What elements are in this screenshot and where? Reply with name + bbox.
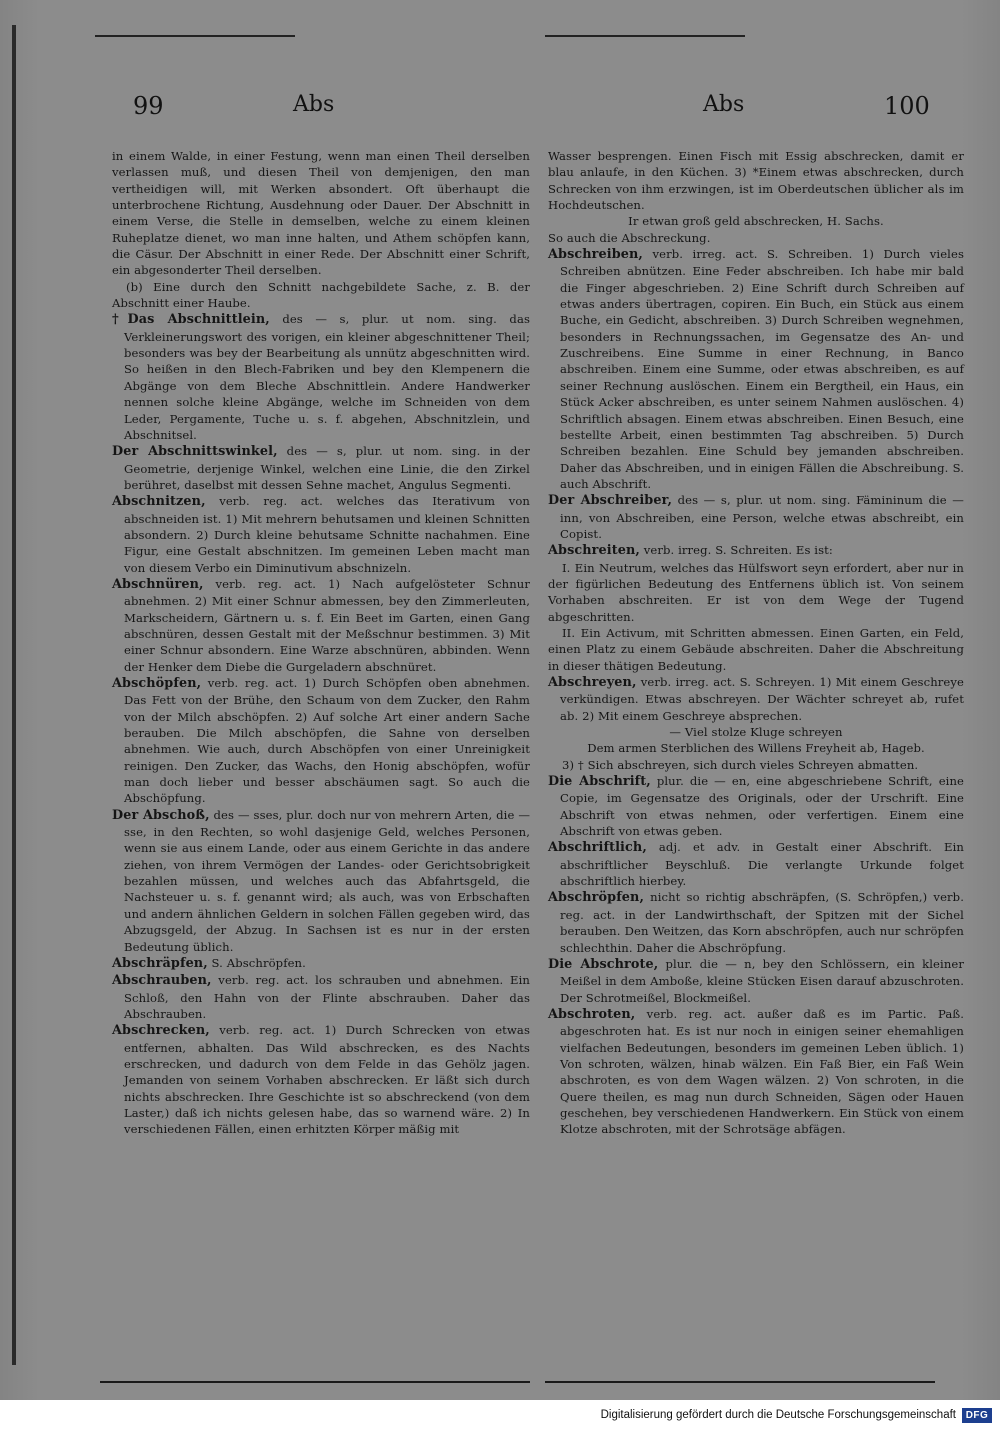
- entry-text: Dem armen Sterblichen des Willens Freyheit ab, Hageb.: [587, 741, 925, 756]
- bottom-rule-left: [100, 1381, 530, 1383]
- headword: Die Abschrote,: [548, 956, 659, 972]
- entry-text: So auch die Abschreckung.: [548, 230, 711, 245]
- entry-text: Wasser besprengen. Einen Fisch mit Essig abschrecken, damit er blau anlaufe, in den Küchen. 3) *Einem etwas abschrecken, durch Schrecken von ihm erzwingen, ist im Oberdeutschen üblicher als im Hochdeutschen.: [548, 149, 964, 213]
- footer-bar: [0, 1400, 1000, 1432]
- right-page-number: 100: [884, 92, 930, 120]
- headword: Abschriftlich,: [548, 840, 647, 856]
- entry-text: in einem Walde, in einer Festung, wenn man einen Theil derselben verlassen muß, und diesen Theil von demjenigen, den man vertheidigen will, mit Werken absondert. Oft überhaupt die unterbrochene Richtung, Ausdehnung oder Dauer. Der Abschnitt in einem Verse, die Stelle in demselben, welche zu einem kleinen Ruheplatze dienet, wo man inne halten, und Athem schöpfen kann, die Cäsur. Der Abschnitt in einer Rede. Der Abschnitt einer Schrift, ein abgesonderter Theil derselben.: [112, 149, 530, 278]
- dictionary-paragraph: [112, 955, 530, 972]
- headword: Abschreiten,: [548, 543, 640, 559]
- headword: Abschnitzen,: [112, 494, 206, 510]
- headword: Abschröpfen,: [548, 890, 645, 906]
- entry-text: (b) Eine durch den Schnitt nachgebildete Sache, z. B. der Abschnitt einer Haube.: [112, 279, 530, 311]
- headword: Die Abschrift,: [548, 774, 651, 790]
- dictionary-paragraph: [112, 493, 530, 576]
- dictionary-paragraph: [548, 839, 964, 889]
- entry-text: des — s, plur. ut nom. sing. in der Geometrie, derjenige Winkel, welchen eine Linie, die den Zirkel berühret, daselbst mit dessen Sehne machet, Angulus Segmenti.: [124, 444, 530, 492]
- entry-text: verb. reg. act. außer daß es im Partic. Paß. abgeschroten hat. Es ist nur noch in einigen seiner ehemahligen vielfachen Bedeutungen, besonders im gemeinen Leben üblich. 1) Von schroten, wälzen, hinab wälzen. Ein Faß Bier, ein Faß Wein abschroten, es von dem Wagen wälzen. 2) Von schroten, in die Quere theilen, es mag nun durch Schneiden, Sägen oder Hauen geschehen, bey verschiedenen Handwerkern. Ein Stück von einem Klotze abschroten, mit der Schrotsäge abfägen.: [560, 1006, 964, 1137]
- entry-text: — Viel stolze Kluge schreyen: [669, 725, 843, 740]
- dictionary-paragraph: [112, 1022, 530, 1137]
- entry-text: verb. reg. act. 1) Durch Schrecken von etwas entfernen, abhalten. Das Wild abschrecken, es des Nachts erschrecken, und dadurch von dem Felde in das Gehölz jagen. Jemanden von seinem Vorhaben abschrecken. Er läßt sich durch nichts abschrecken. Ihre Geschichte ist so abschreckend (von dem Laster,) daß ich nichts gelesen habe, das so warnend wäre. 2) In verschiedenen Fällen, einen erhitzten Körper mäßig mit: [124, 1023, 530, 1137]
- entry-text: verb. reg. act. 1) Nach aufgelösteter Schnur abnehmen. 2) Mit einer Schnur abmessen, bey den Zimmerleuten, Markscheidern, Gärtnern u. s. f. Ein Beet im Garten, einen Gang abschnüren, dessen Gestalt mit der Meßschnur bestimmen. 3) Mit einer Schnur absondern. Eine Warze abschnüren, abbinden. Wenn der Henker dem Diebe die Gurgeladern abschnüret.: [124, 576, 530, 674]
- dictionary-paragraph: [112, 972, 530, 1022]
- headword: †Das Abschnittlein,: [112, 312, 270, 328]
- entry-text: II. Ein Activum, mit Schritten abmessen. Einen Garten, ein Feld, einen Platz zu einem Gebäude abschreiten. Daher die Abschreitung in dieser thätigen Bedeutung.: [548, 625, 964, 673]
- entry-text: 3) † Sich abschreyen, sich durch vieles Schreyen abmatten.: [562, 757, 919, 772]
- entry-text: verb. reg. act. welches das Iterativum von abschneiden ist. 1) Mit mehrern behutsamen und kleinen Schnitten absondern. 2) Durch kleine behutsame Schnitte nachahmen. Eine Figur, eine Gestalt abschnitzen. Im gemeinen Leben macht man von diesem Verbo ein Diminutivum abschnizeln.: [124, 494, 530, 575]
- entry-text: verb. irreg. act. S. Schreiben. 1) Durch vieles Schreiben abnützen. Eine Feder abschreiben. Ich habe mir bald die Finger abgeschrieben. 2) Eine Schrift durch Schreiben auf etwas anders übertragen, copiren. Ein Buch, ein Stück aus einem Buche, ein Gedicht, abschreiben. 3) Durch Schreiben wegnehmen, besonders in Rechnungssachen, im Gegensatze des An- und Zuschreibens. Eine Summe in einer Rechnung, in Banco abschreiben. Einem eine Summe, oder etwas abschreiben, es auf seiner Rechnung auslöschen. Einem ein Bergtheil, ein Haus, ein Stück Acker abschreiben, es unter seinem Nahmen auslöschen. 4) Schriftlich absagen. Einem etwas abschreiben. Einen Besuch, eine bestellte Arbeit, einen bestimmten Tag abschreiben. 5) Durch Schreiben bezahlen. Eine Schuld bey jemanden abschreiben. Daher das Abschreiben, und in einigen Fällen die Abschreibung. S. auch Abschrift.: [560, 247, 964, 491]
- dictionary-paragraph: [112, 279, 530, 312]
- funding-note: Digitalisierung gefördert durch die Deutsche Forschungsgemeinschaft: [600, 1409, 956, 1421]
- entry-text: des — s, plur. ut nom. sing. das Verkleinerungswort des vorigen, ein kleiner abgeschnittener Theil; besonders was bey der Bearbeitung als unnütz abgeschnitten wird. So heißen in den Blech-Fabriken und bey den Klempenern die Abgänge von dem Bleche Abschnittlein. Andere Handwerker nennen solche kleine Abgänge, welche im Schneiden von dem Leder, Pergamente, Tuche u. s. f. abgehen, Abschnitzlein, und Abschnitsel.: [124, 312, 531, 442]
- entry-text: verb. irreg. act. S. Schreyen. 1) Mit einem Geschreye verkündigen. Etwas abschreyen. Der Wächter schreyet ab, rufet ab. 2) Mit einem Geschreye absprechen.: [560, 675, 964, 723]
- entry-text: Ir etwan groß geld abschrecken, H. Sachs.: [628, 214, 884, 229]
- dictionary-paragraph: [548, 757, 964, 773]
- top-rule-left: [95, 35, 295, 37]
- headword: Abschrauben,: [112, 973, 212, 989]
- dictionary-paragraph: [548, 773, 964, 839]
- dictionary-paragraph: [548, 1006, 964, 1138]
- dictionary-paragraph: [548, 148, 964, 213]
- dictionary-paragraph: [548, 625, 964, 674]
- left-column: [112, 148, 530, 1138]
- dictionary-paragraph: [112, 148, 530, 279]
- headword: Abschrecken,: [112, 1023, 210, 1039]
- dfg-logo: DFG: [962, 1408, 992, 1423]
- entry-text: plur. die — en, eine abgeschriebene Schrift, eine Copie, im Gegensatze des Originals, oder der Urschrift. Eine Abschrift von etwas nehmen, oder verfertigen. Einem eine Abschrift von etwas geben.: [560, 774, 964, 839]
- dictionary-paragraph: [548, 740, 964, 756]
- dictionary-paragraph: [548, 724, 964, 740]
- headword: Abschreyen,: [548, 675, 637, 690]
- entry-text: I. Ein Neutrum, welches das Hülfswort seyn erfordert, aber nur in der figürlichen Bedeutung des Entfernens üblich ist. Von seinem Vorhaben abschreiten. Er ist von dem Wege der Tugend abgeschritten.: [548, 560, 964, 624]
- dictionary-paragraph: [548, 492, 964, 542]
- bottom-rule-right: [545, 1381, 935, 1383]
- entry-text: verb. reg. act. 1) Durch Schöpfen oben abnehmen. Das Fett von der Brühe, den Schaum von dem Zucker, den Rahm von der Milch abschöpfen. 2) Auf solche Art einer andern Sache berauben. Die Milch abschöpfen, die Sahne von derselben abnehmen. Wie auch, durch Abschöpfen von einer Unreinigkeit reinigen. Den Zucker, das Wachs, den Honig abschöpfen, wofür man doch lieber und besser abschäumen sagt. So auch die Abschöpfung.: [124, 676, 530, 806]
- right-running-title: Abs: [703, 92, 745, 117]
- entry-text: plur. die — n, bey den Schlössern, ein kleiner Meißel in dem Amboße, kleine Stücken Eisen darauf abzuschroten. Der Schrotmeißel, Blockmeißel.: [560, 956, 964, 1005]
- dictionary-paragraph: [548, 956, 964, 1006]
- dictionary-paragraph: [548, 889, 964, 955]
- dictionary-paragraph: [112, 443, 530, 493]
- entry-text: verb. irreg. S. Schreiten. Es ist:: [639, 543, 833, 558]
- entry-text: S. Abschröpfen.: [207, 955, 306, 970]
- dictionary-paragraph: [548, 542, 964, 559]
- dictionary-paragraph: [548, 213, 964, 229]
- dictionary-paragraph: [548, 560, 964, 625]
- entry-text: des — sses, plur. doch nur von mehrern Arten, die — sse, in den Rechten, so wohl dasjenige Geld, welches Personen, wenn sie aus einem Lande, oder aus einem Gerichte in das andere ziehen, von ihrem Vermögen der Landes- oder Gerichtsobrigkeit bezahlen müssen, und welches auch das Abfahrtsgeld, die Nachsteuer u. s. f. genannt wird; als auch, was von Erbschaften und andern ähnlichen Geldern in solchen Fällen gegeben wird, das Abzugsgeld, der Abzug. In Sachsen ist es nur in der ersten Bedeutung üblich.: [124, 807, 531, 954]
- top-rule-right: [545, 35, 745, 37]
- dictionary-paragraph: [112, 311, 530, 443]
- entry-text: verb. reg. act. los schrauben und abnehmen. Ein Schloß, den Hahn von der Flinte abschrauben. Daher das Abschrauben.: [124, 973, 530, 1021]
- headword: Der Abschreiber,: [548, 493, 673, 509]
- headword: Abschräpfen,: [112, 955, 208, 971]
- right-column: [548, 148, 964, 1138]
- headword: Abschroten,: [548, 1006, 636, 1022]
- entry-text: nicht so richtig abschräpfen, (S. Schröpfen,) verb. reg. act. in der Landwirthschaft, der Spitzen mit der Sichel berauben. Den Weitzen, das Korn abschröpfen, auch nur schröpfen schlechthin. Daher die Abschröpfung.: [560, 890, 964, 955]
- headword: Abschreiben,: [548, 247, 643, 263]
- left-page-number: 99: [133, 92, 164, 120]
- dictionary-paragraph: [548, 674, 964, 724]
- dictionary-paragraph: [112, 576, 530, 675]
- entry-text: des — s, plur. ut nom. sing. Fämininum die — inn, von Abschreiben, eine Person, welche etwas abschreibt, ein Copist.: [560, 493, 964, 541]
- headword: Abschöpfen,: [112, 676, 202, 691]
- left-running-title: Abs: [293, 92, 335, 117]
- headword: Der Abschnittswinkel,: [112, 444, 278, 460]
- entry-text: adj. et adv. in Gestalt einer Abschrift. Ein abschriftlicher Beyschluß. Die verlangte Urkunde folget abschriftlich hierbey.: [560, 840, 964, 889]
- dictionary-paragraph: [112, 807, 530, 955]
- dictionary-paragraph: [548, 230, 964, 246]
- dictionary-paragraph: [548, 246, 964, 492]
- headword: Der Abschoß,: [112, 807, 210, 823]
- headword: Abschnüren,: [112, 576, 204, 592]
- scan-edge-shadow: [12, 25, 16, 1365]
- dictionary-paragraph: [112, 675, 530, 807]
